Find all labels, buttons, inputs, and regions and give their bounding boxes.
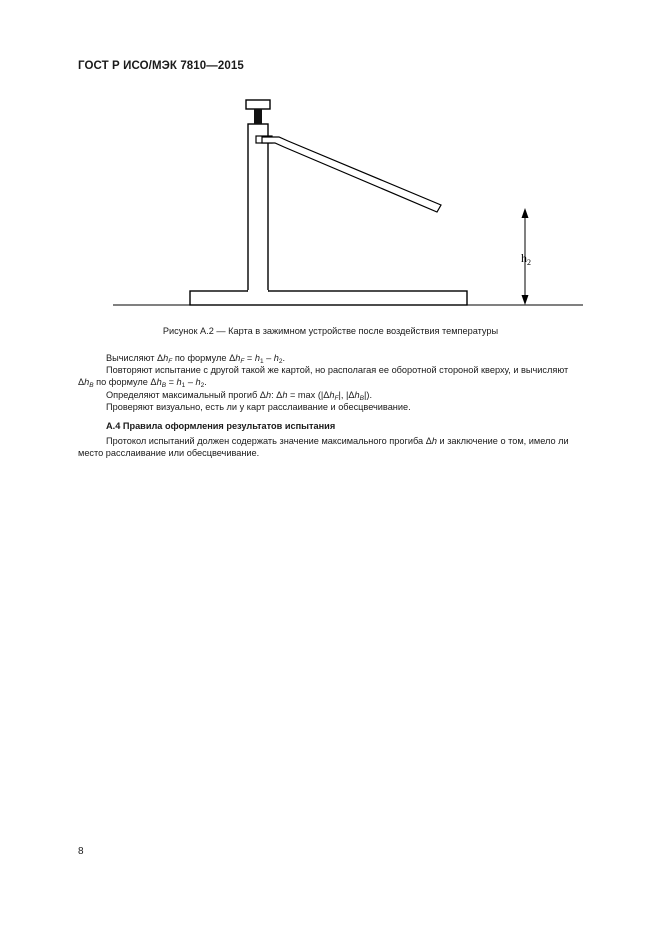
section-title-a4: А.4 Правила оформления результатов испытания xyxy=(106,421,336,431)
clamp-screw-head xyxy=(246,100,270,109)
clamp-screw-shaft xyxy=(254,109,262,124)
figure-caption: Рисунок А.2 — Карта в зажимном устройстве после воздействия температуры xyxy=(162,326,499,336)
paragraph-visual-check: Проверяют визуально, есть ли у карт расслаивание и обесцвечивание. xyxy=(106,402,411,412)
paragraph-delta-hf: Вычисляют $\Delta h_F$ по формуле $\Delta h_F = h_1 - h_2$. xyxy=(106,353,286,365)
paragraph-max-deflection: Определяют максимальный прогиб Δh: $\Delta h = \max (|\Delta h_F|$, $|\Delta h_B|$). xyxy=(106,390,373,402)
clamp-post xyxy=(248,124,268,291)
paragraph-protocol-line2: место расслаивание или обесцвечивание. xyxy=(78,448,260,458)
paragraph-repeat-test-line1: Повторяют испытание с другой такой же картой, но располагая ее оборотной стороной кверху, и вычисляют xyxy=(106,365,569,375)
page-header-title: ГОСТ Р ИСО/МЭК 7810—2015 xyxy=(78,60,244,72)
paragraph-repeat-test-line2: $\Delta h_B$ по формуле $\Delta h_B = h_1 - h_2$. xyxy=(78,377,207,389)
clamp-base xyxy=(190,291,467,305)
figure-clamp-diagram xyxy=(0,0,661,340)
card-sample xyxy=(262,137,441,212)
page-number: 8 xyxy=(78,846,84,857)
paragraph-protocol-line1: Протокол испытаний должен содержать значение максимального прогиба Δh и заключение о том, имело ли xyxy=(106,436,569,446)
dimension-label-h2: $h_2$ xyxy=(521,251,531,267)
